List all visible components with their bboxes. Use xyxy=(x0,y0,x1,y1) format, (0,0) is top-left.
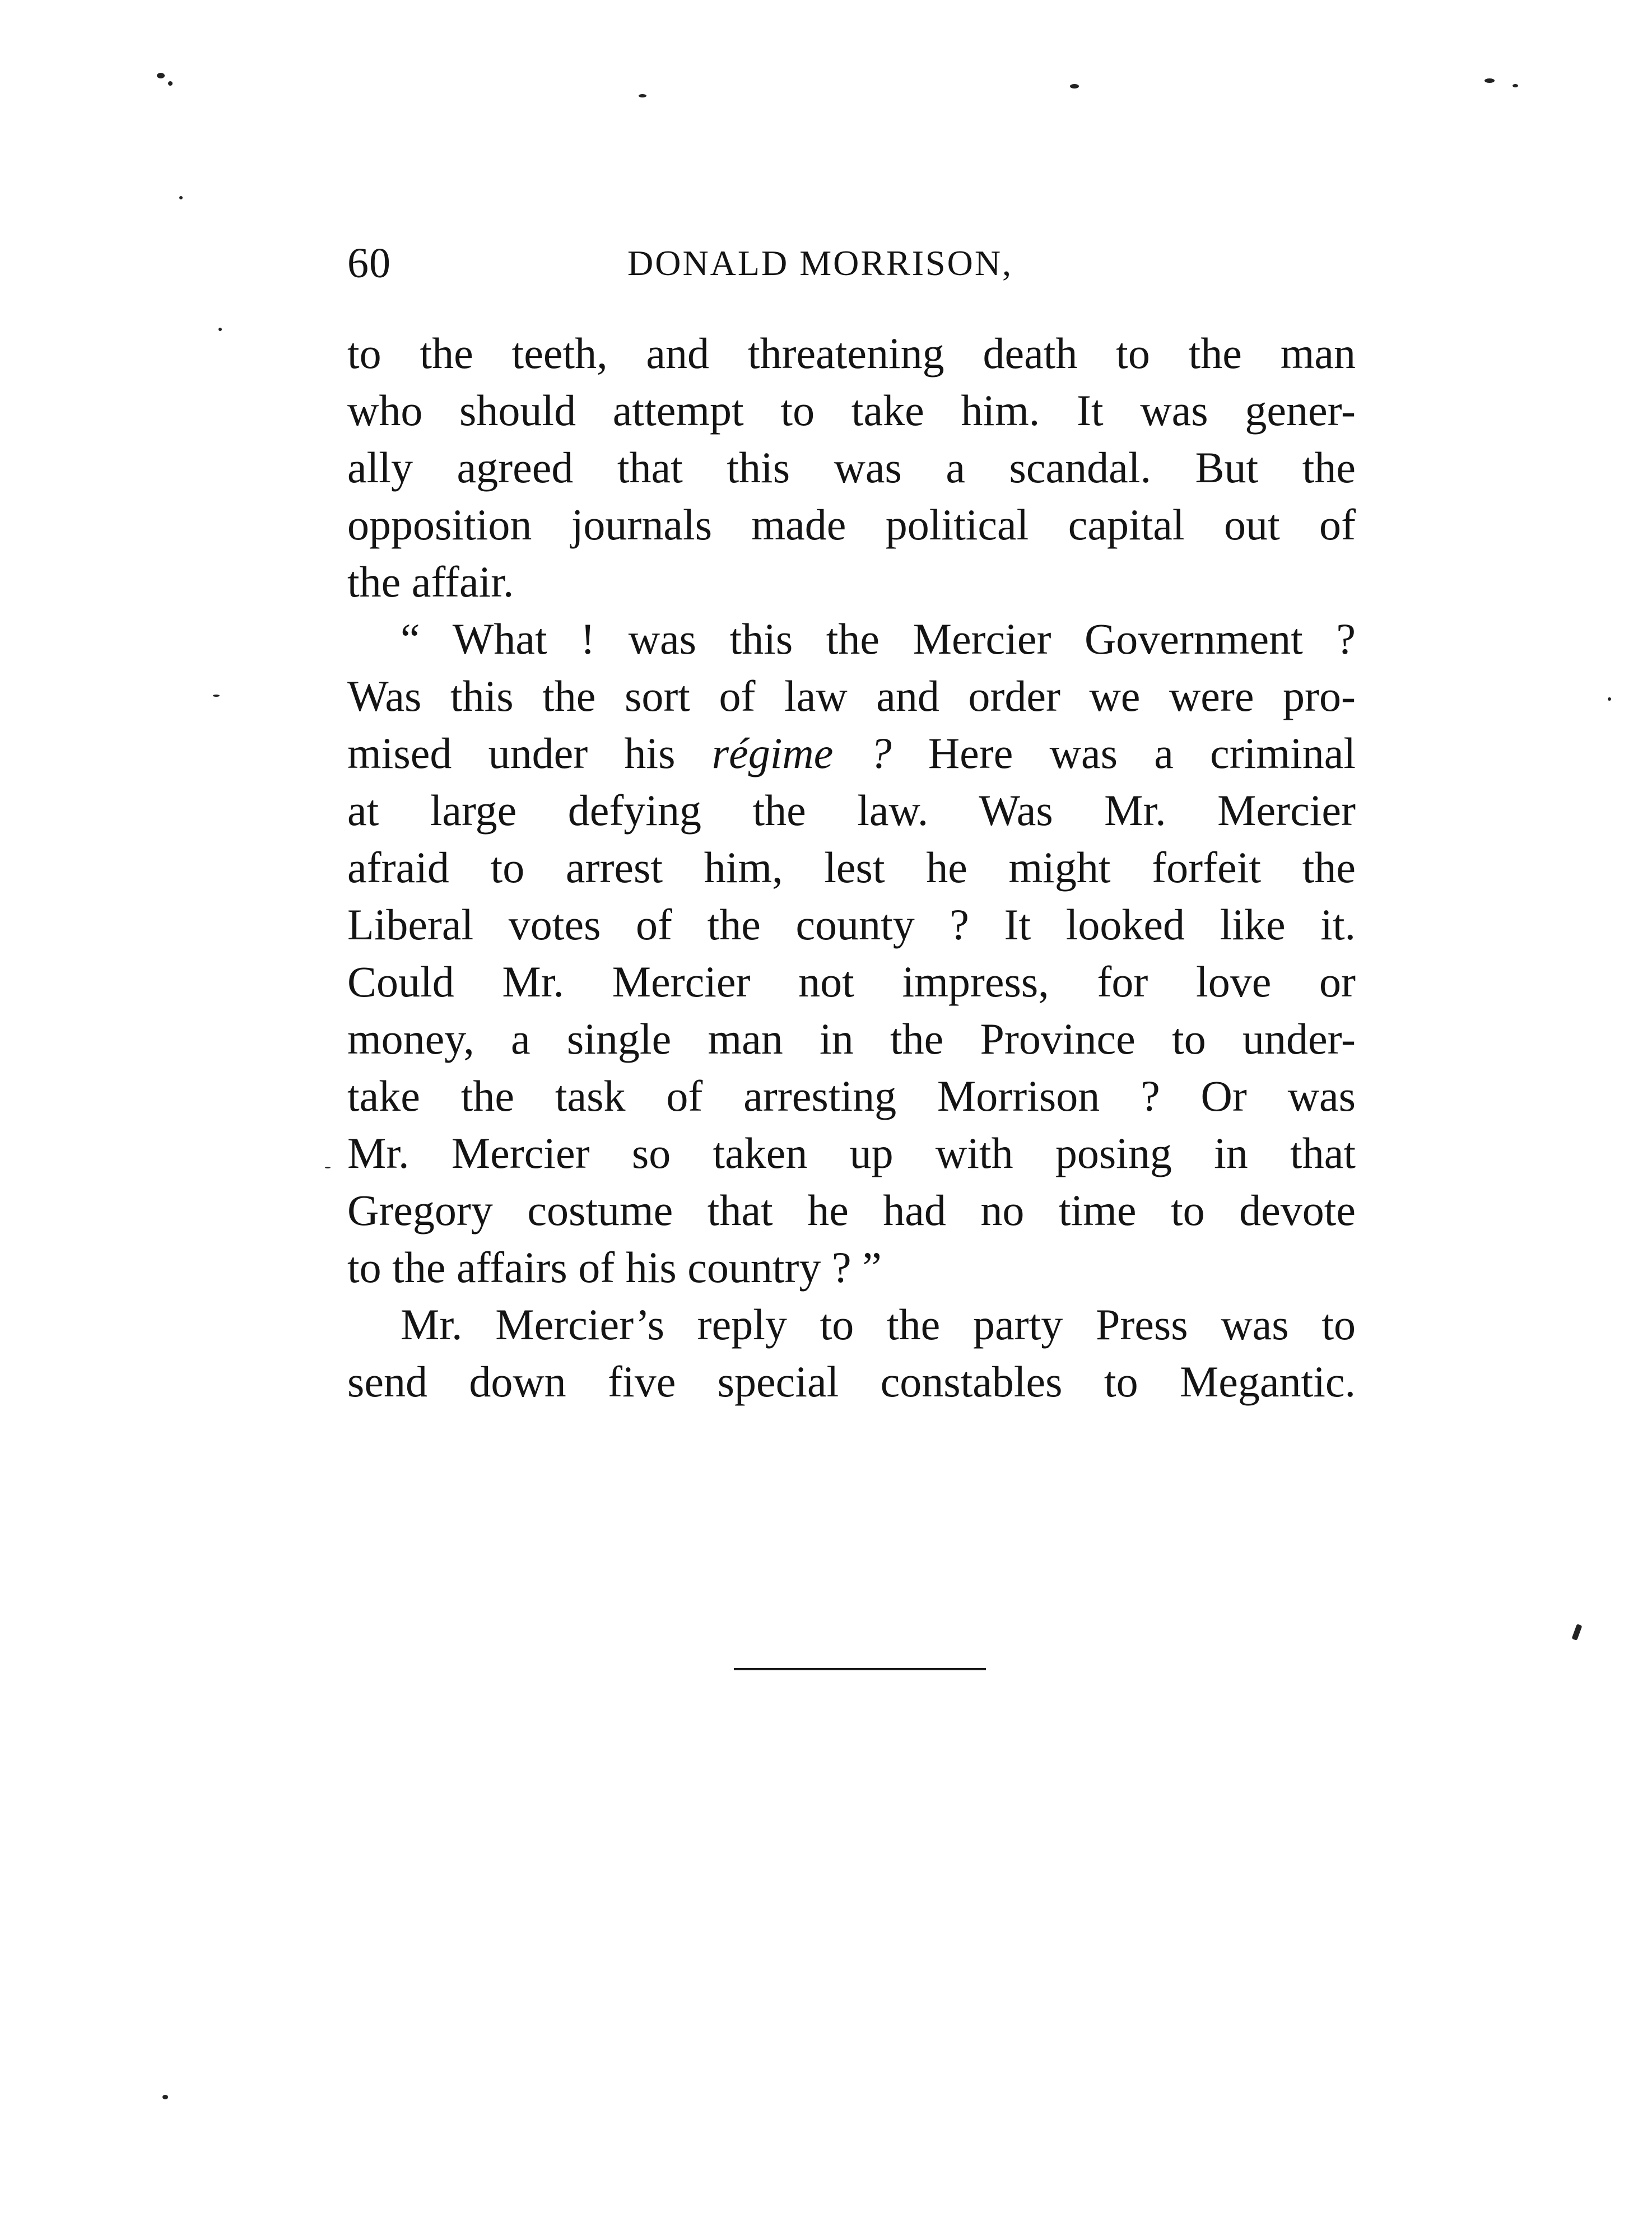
text-line: take the task of arresting Morrison ? Or was xyxy=(347,1072,1356,1120)
running-head xyxy=(347,232,1356,294)
text-run: mised under his xyxy=(347,729,712,777)
text-line: Mr. Mercier so taken up with posing in that xyxy=(347,1129,1356,1177)
text-line: Mr. Mercier’s reply to the party Press was to xyxy=(401,1300,1356,1349)
body-text xyxy=(347,325,1356,1410)
text-line: to the teeth, and threatening death to the man xyxy=(347,329,1356,378)
page-number: 60 xyxy=(347,240,391,287)
text-line xyxy=(347,725,1356,782)
scan-speck xyxy=(162,2095,168,2099)
scan-speck xyxy=(1070,84,1079,88)
text-line: ally agreed that this was a scandal. But the xyxy=(347,443,1356,492)
text-line: Liberal votes of the county ? It looked like it. xyxy=(347,900,1356,949)
scan-speck xyxy=(213,695,220,697)
scan-speck xyxy=(325,1167,331,1168)
scan-speck xyxy=(1608,697,1611,701)
running-title: DONALD MORRISON, xyxy=(627,243,1013,283)
text-line: afraid to arrest him, lest he might forfeit the xyxy=(347,843,1356,892)
text-line: opposition journals made political capital out of xyxy=(347,500,1356,549)
scan-speck xyxy=(179,196,183,199)
scan-speck xyxy=(1513,84,1518,87)
scan-speck xyxy=(1485,78,1495,83)
scan-speck xyxy=(218,328,222,331)
end-rule xyxy=(734,1668,986,1670)
text-line: money, a single man in the Province to under- xyxy=(347,1014,1356,1063)
text-line: Was this the sort of law and order we were pro- xyxy=(347,672,1356,720)
text-line: the affair. xyxy=(347,557,514,606)
text-line: Gregory costume that he had no time to devote xyxy=(347,1186,1356,1235)
italic-word: régime ? xyxy=(711,729,892,777)
scan-speck xyxy=(639,94,646,97)
text-line: send down five special constables to Megantic. xyxy=(347,1357,1356,1406)
scan-speck xyxy=(157,73,165,78)
scan-speck xyxy=(168,81,173,86)
text-line: to the affairs of his country ? ” xyxy=(347,1243,882,1292)
text-line: “ What ! was this the Mercier Government ? xyxy=(401,614,1356,663)
text-line: at large defying the law. Was Mr. Mercier xyxy=(347,786,1356,835)
scan-speck xyxy=(1572,1624,1583,1641)
text-run: Here was a criminal xyxy=(891,729,1356,777)
text-line: Could Mr. Mercier not impress, for love or xyxy=(347,957,1356,1006)
text-line: who should attempt to take him. It was gener- xyxy=(347,386,1356,435)
